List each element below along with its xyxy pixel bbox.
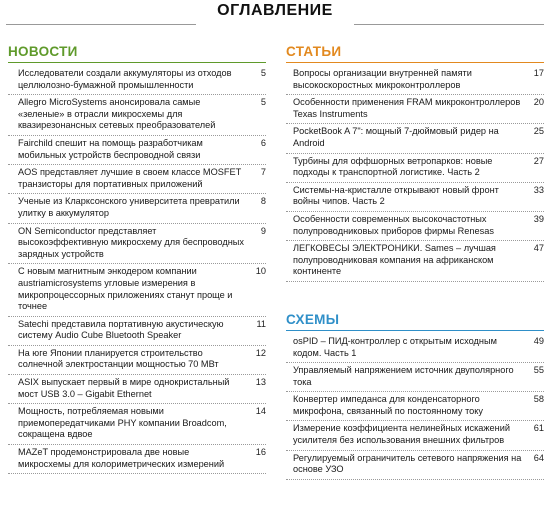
news-entry-title: С новым магнитным энкодером компании austriamicrosystems угловые измерения в микропроцессорных приложениях станут проще и точнее — [18, 266, 233, 312]
news-entry-title: Fairchild спешит на помощь разработчикам мобильных устройств беспроводной связи — [18, 137, 203, 160]
left-column — [8, 44, 266, 474]
news-entry-page: 14 — [255, 406, 266, 417]
news-entry[interactable] — [8, 66, 266, 95]
schemes-heading: СХЕМЫ — [286, 312, 544, 331]
article-entry[interactable] — [286, 66, 544, 95]
news-entry-title: ASIX выпускает первый в мире однокристальный мост USB 3.0 – Gigabit Ethernet — [18, 377, 230, 399]
news-entry-title: Мощность, потребляемая новыми приемопередатчиками PHY компании Broadcom, сокращена вдвое — [18, 406, 227, 440]
news-entry-title: MAZeT продемонстрировала две новые микросхемы для колориметрических измерений — [18, 447, 225, 469]
article-entry-title: Вопросы организации внутренней памяти высокоскоростных микроконтроллеров — [293, 68, 472, 90]
article-entry[interactable] — [286, 154, 544, 183]
scheme-entry-page: 55 — [533, 365, 544, 376]
news-list — [8, 66, 266, 474]
news-entry[interactable] — [8, 95, 266, 136]
news-entry[interactable] — [8, 375, 266, 404]
news-entry[interactable] — [8, 264, 266, 316]
article-entry[interactable] — [286, 95, 544, 124]
article-entry-title: Особенности применения FRAM микроконтроллеров Texas Instruments — [293, 97, 521, 119]
article-entry-page: 47 — [533, 243, 544, 254]
news-entry-title: Ученые из Кларксонского университета превратили улитку в аккумулятор — [18, 196, 240, 218]
news-entry[interactable] — [8, 404, 266, 445]
article-entry[interactable] — [286, 241, 544, 282]
news-entry[interactable] — [8, 445, 266, 474]
news-entry-page: 13 — [255, 377, 266, 388]
article-entry-page: 39 — [533, 213, 544, 224]
news-entry-title: На юге Японии планируется строительство солнечной электростанции мощностью 70 МВт — [18, 347, 219, 370]
scheme-entry-title: Конвертер импеданса для конденсаторного микрофона, связанный по постоянному току — [293, 394, 484, 416]
scheme-entry[interactable] — [286, 421, 544, 450]
article-entry-page: 17 — [533, 68, 544, 78]
scheme-entry[interactable] — [286, 451, 544, 480]
news-entry[interactable] — [8, 165, 266, 194]
scheme-entry-page: 64 — [533, 452, 544, 463]
scheme-entry[interactable] — [286, 392, 544, 421]
scheme-entry-page: 58 — [533, 394, 544, 405]
news-entry-page: 5 — [260, 68, 266, 78]
news-entry-title: AOS представляет лучшие в своем классе MOSFET транзисторы для портативных приложений — [18, 167, 242, 189]
articles-heading: СТАТЬИ — [286, 44, 544, 63]
news-heading: НОВОСТИ — [8, 44, 266, 63]
news-entry-page: 12 — [255, 347, 266, 358]
scheme-entry-title: Регулируемый ограничитель сетевого напряжения на основе УЗО — [293, 452, 522, 475]
news-entry-page: 10 — [255, 266, 266, 277]
scheme-entry-title: Измерение коэффициента нелинейных искажений усилителя без использования внешних фильтров — [293, 423, 511, 446]
news-entry[interactable] — [8, 194, 266, 223]
news-entry-page: 6 — [260, 137, 266, 148]
news-entry-title: Satechi представила портативную акустическую систему Audio Cube Bluetooth Speaker — [18, 318, 224, 341]
section-spacer — [286, 282, 544, 312]
news-entry-title: Исследователи создали аккумуляторы из отходов целлюлозно-бумажной промышленности — [18, 68, 232, 90]
scheme-entry[interactable] — [286, 363, 544, 392]
scheme-entry-page: 61 — [533, 423, 544, 434]
scheme-entry-title: osPID – ПИД-контроллер с открытым исходным кодом. Часть 1 — [293, 335, 497, 358]
article-entry-title: Системы-на-кристалле открывают новый фронт войны чипов. Часть 2 — [293, 184, 499, 207]
page-title: ОГЛАВЛЕНИЕ — [217, 2, 333, 19]
news-entry-page: 8 — [260, 196, 266, 207]
news-entry-title: ON Semiconductor представляет высокоэффективную микросхему для беспроводных зарядных устройств — [18, 225, 244, 259]
article-entry-page: 27 — [533, 155, 544, 166]
title-rule-right — [354, 24, 544, 25]
right-column — [286, 44, 544, 480]
news-entry-page: 7 — [260, 167, 266, 178]
article-entry-title: PocketBook A 7": мощный 7-дюймовый ридер на Android — [293, 126, 499, 148]
news-entry[interactable] — [8, 317, 266, 346]
article-entry-page: 33 — [533, 184, 544, 195]
news-entry-page: 5 — [260, 97, 266, 108]
article-entry[interactable] — [286, 124, 544, 153]
article-entry-page: 25 — [533, 126, 544, 137]
news-entry[interactable] — [8, 136, 266, 165]
news-entry-title: Allegro MicroSystems анонсировала самые «зеленые» в отрасли микросхемы для квазирезонансных сетевых преобразователей — [18, 97, 216, 131]
article-entry-title: ЛЕГКОВЕСЫ ЭЛЕКТРОНИКИ. Sames – лучшая полупроводниковая компания на африканском континенте — [293, 243, 496, 277]
title-rule-left — [6, 24, 196, 25]
article-entry[interactable] — [286, 212, 544, 241]
article-entry-title: Особенности современных высокочастотных полупроводниковых приборов фирмы Renesas — [293, 213, 494, 236]
news-entry-page: 16 — [255, 447, 266, 458]
schemes-list — [286, 334, 544, 480]
article-entry-page: 20 — [533, 97, 544, 108]
scheme-entry-title: Управляемый напряжением источник двуполярного тока — [293, 365, 514, 387]
scheme-entry[interactable] — [286, 334, 544, 363]
scheme-entry-page: 49 — [533, 335, 544, 346]
article-entry-title: Турбины для оффшорных ветропарков: новые подходы к транспортной логистике. Часть 2 — [293, 155, 493, 178]
news-entry[interactable] — [8, 346, 266, 375]
article-entry[interactable] — [286, 183, 544, 212]
news-entry-page: 11 — [256, 318, 266, 329]
news-entry-page: 9 — [260, 225, 266, 236]
news-entry[interactable] — [8, 224, 266, 265]
articles-list — [286, 66, 544, 282]
